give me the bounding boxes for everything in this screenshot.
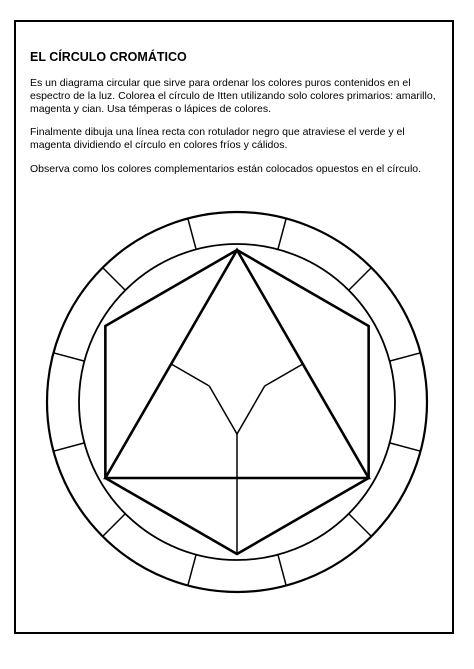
ring-segment-divider: [53, 443, 84, 451]
ring-segment-divider: [278, 218, 286, 249]
ring-segment-divider: [53, 353, 84, 361]
ring-segment-divider: [188, 218, 196, 249]
ring-segment-divider: [188, 555, 196, 586]
triangle-section-divider: [265, 364, 303, 386]
triangle-section-divider: [171, 364, 209, 386]
ring-segment-divider: [278, 555, 286, 586]
ring-segment-divider: [349, 268, 372, 291]
instruction-paragraph-2: Finalmente dibuja una línea recta con rotulador negro que atraviese el verde y el magenta dividiendo el círculo en colores fríos y cálidos.: [30, 126, 405, 151]
ring-segment-divider: [349, 514, 372, 537]
ring-segment-divider: [390, 443, 421, 451]
worksheet-title: EL CÍRCULO CROMÁTICO: [30, 50, 187, 64]
instruction-paragraph-1: Es un diagrama circular que sirve para ordenar los colores puros contenidos en el espectro de la luz. Colorea el círculo de Itten utilizando solo colores primarios: amarillo, magenta y cian. Usa témperas o lápices de colores.: [30, 77, 436, 115]
triangle-section-divider: [237, 386, 265, 434]
ring-segment-divider: [103, 268, 126, 291]
ring-segment-divider: [103, 514, 126, 537]
ring-segment-divider: [390, 353, 421, 361]
triangle-section-divider: [209, 386, 237, 434]
instruction-paragraph-3: Observa como los colores complementarios están colocados opuestos en el círculo.: [30, 163, 422, 175]
